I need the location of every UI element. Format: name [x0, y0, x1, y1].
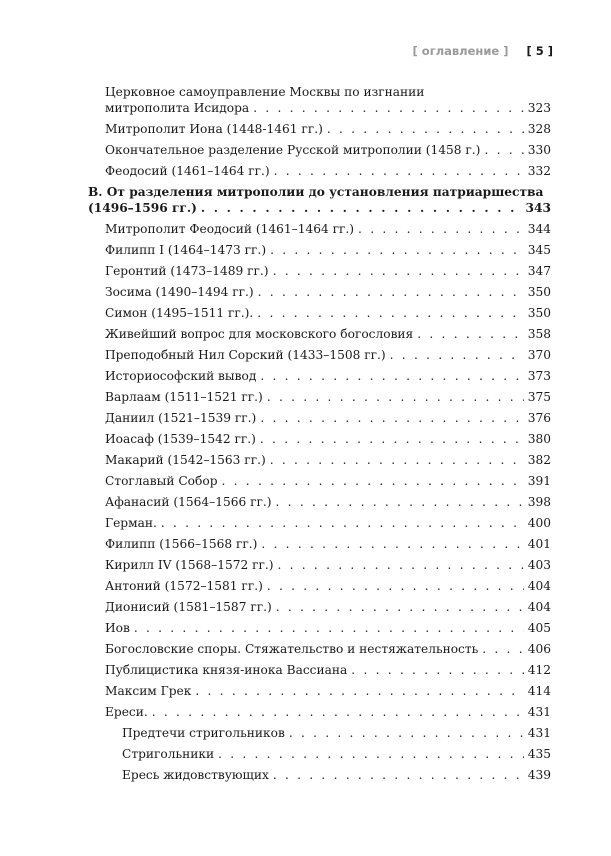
toc-entry-title: Ереси.	[105, 705, 148, 719]
dot-leader	[195, 683, 523, 699]
toc-entry-title: Филипп (1566–1568 гг.)	[105, 537, 258, 551]
toc-entry-title: митрополита Исидора	[105, 101, 250, 115]
toc-entry[interactable]	[88, 494, 551, 510]
toc-page-number: 431	[527, 726, 551, 740]
dot-leader	[152, 704, 524, 720]
toc-entry-title: Преподобный Нил Сорский (1433–1508 гг.)	[105, 348, 386, 362]
toc-entry[interactable]	[88, 368, 551, 384]
toc-entry-title: Живейший вопрос для московского богословия	[105, 327, 414, 341]
dot-leader	[222, 473, 524, 489]
toc-page-number: 406	[527, 642, 551, 656]
dot-leader	[261, 536, 523, 552]
toc-entry-title: Митрополит Феодосий (1461–1464 гг.)	[105, 222, 355, 236]
dot-leader	[289, 725, 524, 741]
toc-entry[interactable]	[88, 641, 551, 657]
dot-leader	[273, 263, 524, 279]
toc-entry-title-line: В. От разделения митрополии до установления патриаршества	[88, 185, 544, 199]
dot-leader	[260, 431, 524, 447]
dot-leader	[161, 515, 524, 531]
toc-page-number: 435	[527, 747, 551, 761]
dot-leader	[390, 347, 524, 363]
toc-entry[interactable]	[88, 452, 551, 468]
toc-entry[interactable]	[88, 263, 551, 279]
toc-entry[interactable]	[88, 578, 551, 594]
page-number: [ 5 ]	[526, 44, 553, 58]
toc-entry-title: Феодосий (1461–1464 гг.)	[105, 164, 270, 178]
toc-page-number: 376	[527, 411, 551, 425]
toc-entry-title: Стригольники	[122, 747, 215, 761]
toc-page-number: 404	[527, 600, 551, 614]
toc-entry[interactable]	[88, 536, 551, 552]
toc-entry-title: Герман.	[105, 516, 157, 530]
toc-entry-title: Кирилл IV (1568–1572 гг.)	[105, 558, 274, 572]
toc-page-number: 370	[527, 348, 551, 362]
toc-entry[interactable]	[88, 142, 551, 158]
dot-leader	[258, 284, 524, 300]
toc-entry[interactable]	[88, 704, 551, 720]
toc-entry[interactable]	[88, 767, 551, 783]
dot-leader	[358, 221, 524, 237]
toc-entry[interactable]	[88, 599, 551, 615]
toc-page-number: 439	[527, 768, 551, 782]
toc-entry-title: Зосима (1490–1494 гг.)	[105, 285, 254, 299]
dot-leader	[273, 767, 524, 783]
toc-page-number: 431	[527, 705, 551, 719]
dot-leader	[277, 557, 523, 573]
toc-link[interactable]: [ оглавление ]	[412, 44, 509, 58]
toc-entry[interactable]	[88, 683, 551, 699]
dot-leader	[134, 620, 524, 636]
toc-entry[interactable]	[88, 284, 551, 300]
toc-entry-title: Богословские споры. Стяжательство и нестяжательность	[105, 642, 479, 656]
toc-entry-title: Симон (1495–1511 гг.).	[105, 306, 254, 320]
toc-entry-title: Публицистика князя-инока Вассиана	[105, 663, 348, 677]
toc-entry-title: Историософский вывод	[105, 369, 257, 383]
dot-leader	[351, 662, 523, 678]
toc-page-number: 344	[527, 222, 551, 236]
toc-entry[interactable]	[88, 242, 551, 258]
toc-page-number: 400	[527, 516, 551, 530]
toc-entry-title-line: Церковное самоуправление Москвы по изгнании	[105, 85, 425, 99]
toc-page-number: 332	[527, 164, 551, 178]
toc-entry[interactable]	[88, 326, 551, 342]
toc-entry-title: Антоний (1572–1581 гг.)	[105, 579, 263, 593]
dot-leader	[327, 121, 524, 137]
toc-entry[interactable]	[88, 389, 551, 405]
toc-page-number: 330	[527, 143, 551, 157]
toc-entry-title: Окончательное разделение Русской митрополии (1458 г.)	[105, 143, 481, 157]
toc-entry[interactable]	[88, 305, 551, 321]
dot-leader	[260, 410, 523, 426]
dot-leader	[274, 163, 524, 179]
toc-page-number: 323	[527, 101, 551, 115]
toc-entry[interactable]	[88, 84, 551, 116]
toc-entry[interactable]	[88, 662, 551, 678]
toc-page-number: 398	[527, 495, 551, 509]
dot-leader	[260, 368, 523, 384]
toc-page-number: 391	[527, 474, 551, 488]
toc-entry-title: Дионисий (1581–1587 гг.)	[105, 600, 272, 614]
toc-entry-title: Филипп I (1464–1473 гг.)	[105, 243, 267, 257]
toc-entry-title: Митрополит Иона (1448-1461 гг.)	[105, 122, 323, 136]
toc-page-number: 412	[527, 663, 551, 677]
toc-page-number: 404	[527, 579, 551, 593]
toc-entry[interactable]	[88, 347, 551, 363]
toc-entry[interactable]	[88, 221, 551, 237]
running-header	[413, 44, 553, 58]
dot-leader	[417, 326, 523, 342]
toc-entry[interactable]	[88, 725, 551, 741]
dot-leader	[218, 746, 524, 762]
toc-page-number: 373	[527, 369, 551, 383]
toc-page-number: 343	[525, 201, 551, 215]
toc-entry-title: Максим Грек	[105, 684, 192, 698]
dot-leader	[257, 305, 523, 321]
toc-entry[interactable]	[88, 620, 551, 636]
dot-leader	[276, 494, 524, 510]
toc-entry[interactable]	[88, 163, 551, 179]
dot-leader	[276, 599, 524, 615]
toc-page-number: 347	[527, 264, 551, 278]
toc-entry-title: Стоглавый Собор	[105, 474, 218, 488]
dot-leader	[267, 578, 524, 594]
toc-entry[interactable]	[88, 121, 551, 137]
toc-page-number: 405	[527, 621, 551, 635]
toc-entry-title: Афанасий (1564–1566 гг.)	[105, 495, 272, 509]
dot-leader	[270, 242, 524, 258]
dot-leader	[270, 452, 524, 468]
toc-entry[interactable]	[88, 410, 551, 426]
toc-entry[interactable]	[88, 473, 551, 489]
toc-section-entry[interactable]	[88, 184, 551, 216]
toc-page-number: 380	[527, 432, 551, 446]
toc-page-number: 403	[527, 558, 551, 572]
toc-page-number: 345	[527, 243, 551, 257]
dot-leader	[201, 200, 522, 216]
toc-entry-title: Иов	[105, 621, 130, 635]
toc-page-number: 350	[527, 285, 551, 299]
toc-entry[interactable]	[88, 746, 551, 762]
toc-entry[interactable]	[88, 515, 551, 531]
table-of-contents	[88, 84, 551, 788]
toc-entry-title: Предтечи стригольников	[122, 726, 285, 740]
toc-entry[interactable]	[88, 557, 551, 573]
toc-entry-title: Даниил (1521–1539 гг.)	[105, 411, 257, 425]
toc-page-number: 328	[527, 122, 551, 136]
toc-page-number: 358	[527, 327, 551, 341]
toc-page-number: 375	[527, 390, 551, 404]
toc-page-number: 350	[527, 306, 551, 320]
dot-leader	[482, 641, 523, 657]
toc-entry-title: Иоасаф (1539–1542 гг.)	[105, 432, 256, 446]
toc-entry-title: (1496–1596 гг.)	[88, 201, 197, 215]
toc-entry-title: Геронтий (1473–1489 гг.)	[105, 264, 269, 278]
toc-page-number: 382	[527, 453, 551, 467]
toc-entry-title: Варлаам (1511–1521 гг.)	[105, 390, 263, 404]
toc-entry-title: Ересь жидовствующих	[122, 768, 269, 782]
dot-leader	[267, 389, 524, 405]
toc-entry-title: Макарий (1542–1563 гг.)	[105, 453, 266, 467]
dot-leader	[484, 142, 523, 158]
dot-leader	[253, 100, 524, 116]
toc-page-number: 401	[527, 537, 551, 551]
toc-page-number: 414	[527, 684, 551, 698]
toc-entry[interactable]	[88, 431, 551, 447]
